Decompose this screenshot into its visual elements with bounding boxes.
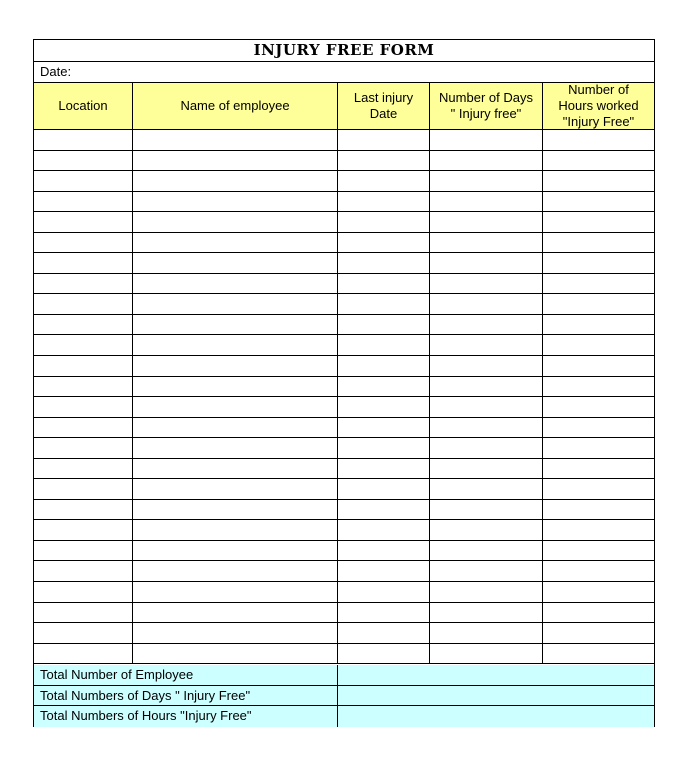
days-injury-free-cell[interactable]: [430, 644, 543, 664]
hours-injury-free-cell[interactable]: [543, 520, 654, 540]
employee-name-cell[interactable]: [133, 130, 338, 150]
table-row: [34, 582, 654, 603]
location-cell[interactable]: [34, 644, 133, 664]
days-injury-free-cell[interactable]: [430, 500, 543, 520]
hours-injury-free-cell[interactable]: [543, 438, 654, 458]
column-header-label: Number of Days " Injury free": [439, 90, 533, 121]
table-row: [34, 151, 654, 172]
hours-injury-free-cell[interactable]: [543, 500, 654, 520]
total-hours-row: [34, 706, 654, 727]
hours-injury-free-cell[interactable]: [543, 253, 654, 273]
last-injury-date-cell[interactable]: [338, 212, 430, 232]
location-cell[interactable]: [34, 192, 133, 212]
table-row: [34, 438, 654, 459]
total-employees-row: [34, 665, 654, 686]
location-cell[interactable]: [34, 335, 133, 355]
form-title: INJURY FREE FORM: [34, 40, 654, 62]
table-row: [34, 459, 654, 480]
location-cell[interactable]: [34, 253, 133, 273]
hours-injury-free-cell[interactable]: [543, 335, 654, 355]
last-injury-date-cell[interactable]: [338, 479, 430, 499]
table-row: [34, 335, 654, 356]
location-cell[interactable]: [34, 520, 133, 540]
date-label: Date:: [40, 64, 72, 79]
last-injury-date-cell[interactable]: [338, 315, 430, 335]
total-days-value[interactable]: [338, 686, 654, 706]
column-header-label: Location: [58, 98, 108, 113]
last-injury-date-cell[interactable]: [338, 253, 430, 273]
table-row: [34, 212, 654, 233]
last-injury-date-cell[interactable]: [338, 192, 430, 212]
table-row: [34, 644, 654, 665]
employee-name-cell[interactable]: [133, 315, 338, 335]
last-injury-date-cell[interactable]: [338, 582, 430, 602]
last-injury-date-cell[interactable]: [338, 294, 430, 314]
table-row: [34, 520, 654, 541]
total-days-label: Total Numbers of Days " Injury Free": [34, 686, 338, 706]
last-injury-date-cell[interactable]: [338, 377, 430, 397]
location-cell[interactable]: [34, 171, 133, 191]
employee-name-cell[interactable]: [133, 500, 338, 520]
employee-name-cell[interactable]: [133, 459, 338, 479]
hours-injury-free-cell[interactable]: [543, 274, 654, 294]
hours-injury-free-cell[interactable]: [543, 603, 654, 623]
column-header-label: Last injury Date: [353, 90, 414, 121]
table-row: [34, 603, 654, 624]
location-cell[interactable]: [34, 397, 133, 417]
table-row: [34, 192, 654, 213]
employee-name-cell[interactable]: [133, 233, 338, 253]
location-cell[interactable]: [34, 130, 133, 150]
location-cell[interactable]: [34, 623, 133, 643]
last-injury-date-cell[interactable]: [338, 397, 430, 417]
column-header-hours-injury-free: [543, 83, 654, 130]
employee-name-cell[interactable]: [133, 582, 338, 602]
column-header-location: [34, 83, 133, 130]
hours-injury-free-cell[interactable]: [543, 294, 654, 314]
column-header-last-injury-date: [338, 83, 430, 130]
hours-injury-free-cell[interactable]: [543, 397, 654, 417]
hours-injury-free-cell[interactable]: [543, 644, 654, 664]
hours-injury-free-cell[interactable]: [543, 623, 654, 643]
days-injury-free-cell[interactable]: [430, 151, 543, 171]
days-injury-free-cell[interactable]: [430, 377, 543, 397]
hours-injury-free-cell[interactable]: [543, 377, 654, 397]
location-cell[interactable]: [34, 377, 133, 397]
hours-injury-free-cell[interactable]: [543, 233, 654, 253]
days-injury-free-cell[interactable]: [430, 438, 543, 458]
employee-name-cell[interactable]: [133, 479, 338, 499]
location-cell[interactable]: [34, 561, 133, 581]
last-injury-date-cell[interactable]: [338, 335, 430, 355]
hours-injury-free-cell[interactable]: [543, 479, 654, 499]
days-injury-free-cell[interactable]: [430, 315, 543, 335]
hours-injury-free-cell[interactable]: [543, 315, 654, 335]
last-injury-date-cell[interactable]: [338, 520, 430, 540]
days-injury-free-cell[interactable]: [430, 294, 543, 314]
employee-name-cell[interactable]: [133, 397, 338, 417]
employee-name-cell[interactable]: [133, 171, 338, 191]
days-injury-free-cell[interactable]: [430, 623, 543, 643]
total-employees-value[interactable]: [338, 665, 654, 685]
last-injury-date-cell[interactable]: [338, 644, 430, 664]
days-injury-free-cell[interactable]: [430, 335, 543, 355]
location-cell[interactable]: [34, 315, 133, 335]
days-injury-free-cell[interactable]: [430, 479, 543, 499]
location-cell[interactable]: [34, 274, 133, 294]
table-row: [34, 500, 654, 521]
last-injury-date-cell[interactable]: [338, 233, 430, 253]
form-body-rows: [34, 130, 654, 664]
location-cell[interactable]: [34, 582, 133, 602]
employee-name-cell[interactable]: [133, 253, 338, 273]
hours-injury-free-cell[interactable]: [543, 459, 654, 479]
table-row: [34, 561, 654, 582]
last-injury-date-cell[interactable]: [338, 561, 430, 581]
employee-name-cell[interactable]: [133, 603, 338, 623]
location-cell[interactable]: [34, 438, 133, 458]
employee-name-cell[interactable]: [133, 335, 338, 355]
location-cell[interactable]: [34, 603, 133, 623]
days-injury-free-cell[interactable]: [430, 561, 543, 581]
days-injury-free-cell[interactable]: [430, 397, 543, 417]
total-employees-label: Total Number of Employee: [34, 665, 338, 685]
location-cell[interactable]: [34, 418, 133, 438]
employee-name-cell[interactable]: [133, 561, 338, 581]
days-injury-free-cell[interactable]: [430, 212, 543, 232]
location-cell[interactable]: [34, 356, 133, 376]
total-days-row: [34, 686, 654, 707]
employee-name-cell[interactable]: [133, 377, 338, 397]
hours-injury-free-cell[interactable]: [543, 130, 654, 150]
location-cell[interactable]: [34, 500, 133, 520]
days-injury-free-cell[interactable]: [430, 356, 543, 376]
last-injury-date-cell[interactable]: [338, 500, 430, 520]
days-injury-free-cell[interactable]: [430, 520, 543, 540]
days-injury-free-cell[interactable]: [430, 171, 543, 191]
location-cell[interactable]: [34, 233, 133, 253]
days-injury-free-cell[interactable]: [430, 459, 543, 479]
days-injury-free-cell[interactable]: [430, 418, 543, 438]
employee-name-cell[interactable]: [133, 192, 338, 212]
days-injury-free-cell[interactable]: [430, 541, 543, 561]
hours-injury-free-cell[interactable]: [543, 418, 654, 438]
last-injury-date-cell[interactable]: [338, 459, 430, 479]
last-injury-date-cell[interactable]: [338, 418, 430, 438]
last-injury-date-cell[interactable]: [338, 274, 430, 294]
last-injury-date-cell[interactable]: [338, 130, 430, 150]
hours-injury-free-cell[interactable]: [543, 192, 654, 212]
days-injury-free-cell[interactable]: [430, 233, 543, 253]
location-cell[interactable]: [34, 479, 133, 499]
days-injury-free-cell[interactable]: [430, 582, 543, 602]
employee-name-cell[interactable]: [133, 294, 338, 314]
total-hours-label: Total Numbers of Hours "Injury Free": [34, 706, 338, 727]
hours-injury-free-cell[interactable]: [543, 356, 654, 376]
column-header-employee-name: [133, 83, 338, 130]
last-injury-date-cell[interactable]: [338, 356, 430, 376]
location-cell[interactable]: [34, 459, 133, 479]
table-row: [34, 397, 654, 418]
hours-injury-free-cell[interactable]: [543, 582, 654, 602]
days-injury-free-cell[interactable]: [430, 603, 543, 623]
hours-injury-free-cell[interactable]: [543, 541, 654, 561]
employee-name-cell[interactable]: [133, 274, 338, 294]
table-row: [34, 418, 654, 439]
table-row: [34, 541, 654, 562]
days-injury-free-cell[interactable]: [430, 253, 543, 273]
employee-name-cell[interactable]: [133, 644, 338, 664]
location-cell[interactable]: [34, 541, 133, 561]
employee-name-cell[interactable]: [133, 418, 338, 438]
employee-name-cell[interactable]: [133, 541, 338, 561]
table-row: [34, 171, 654, 192]
hours-injury-free-cell[interactable]: [543, 212, 654, 232]
table-row: [34, 315, 654, 336]
hours-injury-free-cell[interactable]: [543, 151, 654, 171]
last-injury-date-cell[interactable]: [338, 438, 430, 458]
date-field[interactable]: [34, 62, 654, 83]
table-row: [34, 356, 654, 377]
hours-injury-free-cell[interactable]: [543, 561, 654, 581]
employee-name-cell[interactable]: [133, 151, 338, 171]
employee-name-cell[interactable]: [133, 623, 338, 643]
total-hours-value[interactable]: [338, 706, 654, 727]
last-injury-date-cell[interactable]: [338, 541, 430, 561]
table-row: [34, 294, 654, 315]
last-injury-date-cell[interactable]: [338, 151, 430, 171]
employee-name-cell[interactable]: [133, 212, 338, 232]
days-injury-free-cell[interactable]: [430, 192, 543, 212]
location-cell[interactable]: [34, 294, 133, 314]
injury-free-form: [33, 39, 655, 727]
table-row: [34, 479, 654, 500]
table-row: [34, 274, 654, 295]
last-injury-date-cell[interactable]: [338, 603, 430, 623]
location-cell[interactable]: [34, 151, 133, 171]
table-row: [34, 623, 654, 644]
hours-injury-free-cell[interactable]: [543, 171, 654, 191]
last-injury-date-cell[interactable]: [338, 171, 430, 191]
column-header-label: Number of Hours worked "Injury Free": [558, 82, 639, 129]
table-row: [34, 253, 654, 274]
employee-name-cell[interactable]: [133, 356, 338, 376]
table-row: [34, 377, 654, 398]
days-injury-free-cell[interactable]: [430, 130, 543, 150]
employee-name-cell[interactable]: [133, 520, 338, 540]
column-header-label: Name of employee: [180, 98, 290, 113]
last-injury-date-cell[interactable]: [338, 623, 430, 643]
table-row: [34, 130, 654, 151]
column-header-days-injury-free: [430, 83, 543, 130]
employee-name-cell[interactable]: [133, 438, 338, 458]
table-row: [34, 233, 654, 254]
location-cell[interactable]: [34, 212, 133, 232]
days-injury-free-cell[interactable]: [430, 274, 543, 294]
